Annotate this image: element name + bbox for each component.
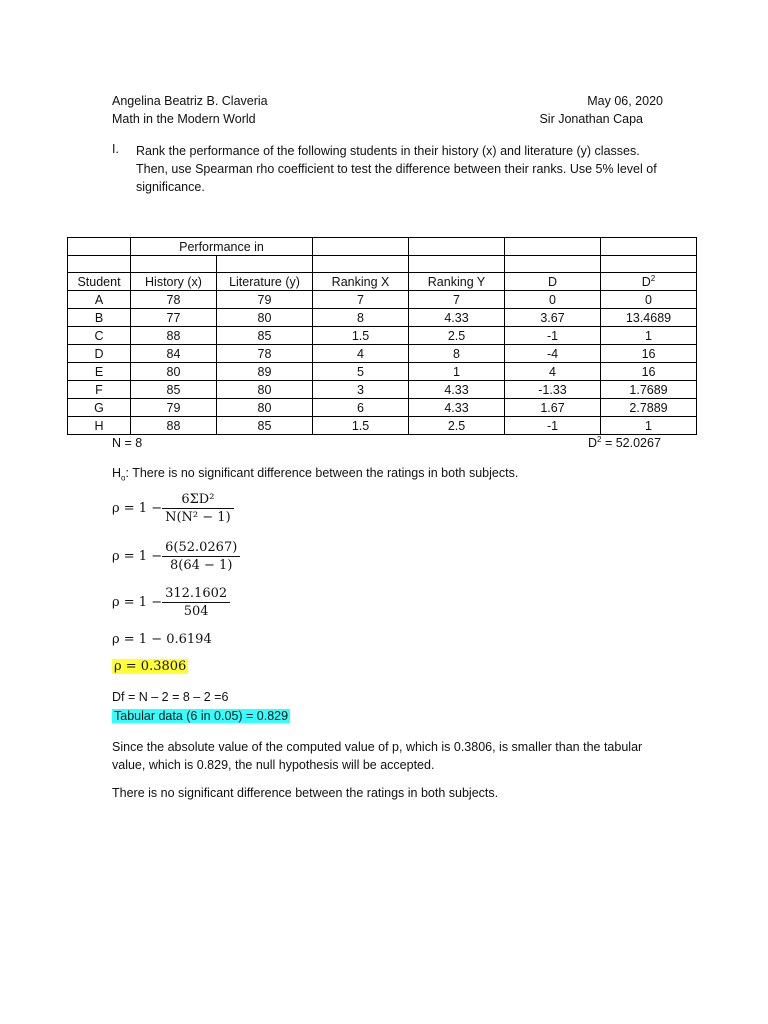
conclusion-paragraph <box>112 738 692 774</box>
column-header: Ranking Y <box>409 273 505 291</box>
teacher-name: Sir Jonathan Capa <box>539 112 643 126</box>
conclusion-line-1: Since the absolute value of the computed value of p, which is 0.3806, is smaller than the tabular <box>112 740 643 754</box>
table-cell: 6 <box>313 399 409 417</box>
table-cell: 1.67 <box>505 399 601 417</box>
table-cell: 85 <box>217 327 313 345</box>
null-hypothesis: $H_o$: There is no significant difference between the ratings in both subjects. <box>112 466 519 483</box>
column-header-d-squared: $D^2$ <box>601 273 697 291</box>
table-cell: 4.33 <box>409 309 505 327</box>
table-cell: G <box>68 399 131 417</box>
table-cell: 4 <box>313 345 409 363</box>
table-cell: 16 <box>601 363 697 381</box>
d-squared-sum: $D^2 = 52.0267$ <box>588 434 661 450</box>
table-cell: 79 <box>131 399 217 417</box>
table-cell: 1.5 <box>313 327 409 345</box>
fraction: $\frac{6(52.0267)}{8(64 - 1)}$ <box>162 540 240 573</box>
table-row <box>68 345 697 363</box>
table-cell: F <box>68 381 131 399</box>
table-cell: E <box>68 363 131 381</box>
group-header-performance: Performance in <box>131 238 313 256</box>
equation-formula: ρ = 1 − $\frac{\text{6ΣD²}}{\text{N(N² − 1)}}$ <box>112 492 234 525</box>
table-cell: -4 <box>505 345 601 363</box>
table-cell: 84 <box>131 345 217 363</box>
table-cell: -1 <box>505 327 601 345</box>
table-cell: 85 <box>131 381 217 399</box>
date: May 06, 2020 <box>587 94 663 108</box>
table-cell: 77 <box>131 309 217 327</box>
course-name: Math in the Modern World <box>112 112 256 126</box>
table-cell: 0 <box>601 291 697 309</box>
table-cell: 1.5 <box>313 417 409 435</box>
problem-text <box>136 142 696 196</box>
table-cell: D <box>68 345 131 363</box>
table-cell: 1 <box>601 327 697 345</box>
table-cell: B <box>68 309 131 327</box>
column-header: Literature (y) <box>217 273 313 291</box>
table-cell: 1 <box>601 417 697 435</box>
table-cell: 89 <box>217 363 313 381</box>
table-cell: 88 <box>131 327 217 345</box>
n-label: N = 8 <box>112 436 143 450</box>
table-cell: 7 <box>409 291 505 309</box>
equation-subtraction: ρ = 1 − 0.6194 <box>112 632 212 647</box>
table-cell: -1.33 <box>505 381 601 399</box>
table-cell: 8 <box>313 309 409 327</box>
table-row <box>68 399 697 417</box>
column-header: History (x) <box>131 273 217 291</box>
equation-substitution: ρ = 1 − $\frac{6(52.0267)}{8(64 - 1)}$ <box>112 540 240 573</box>
table-cell: 85 <box>217 417 313 435</box>
table-cell: 0 <box>505 291 601 309</box>
table-row <box>68 381 697 399</box>
table-cell: 80 <box>217 381 313 399</box>
table-body <box>68 291 697 435</box>
table-cell: A <box>68 291 131 309</box>
table-cell: 3.67 <box>505 309 601 327</box>
fraction: $\frac{312.1602}{504}$ <box>162 586 230 619</box>
tabular-value: Tabular data (6 in 0.05) = 0.829 <box>114 709 289 723</box>
table-cell: 78 <box>131 291 217 309</box>
table-row <box>68 363 697 381</box>
table-cell: 8 <box>409 345 505 363</box>
problem-line-2: Then, use Spearman rho coefficient to test the difference between their ranks. Use 5% level of <box>136 162 657 176</box>
table-cell: 88 <box>131 417 217 435</box>
conclusion-line-2: value, which is 0.829, the null hypothesis will be accepted. <box>112 758 435 772</box>
table-cell: 2.7889 <box>601 399 697 417</box>
fraction: $\frac{\text{6ΣD²}}{\text{N(N² − 1)}}$ <box>162 492 234 525</box>
table-cell: 7 <box>313 291 409 309</box>
table-cell: 1 <box>409 363 505 381</box>
equation-simplified: ρ = 1 − $\frac{312.1602}{504}$ <box>112 586 230 619</box>
problem-line-3: significance. <box>136 180 205 194</box>
table-cell: 2.5 <box>409 417 505 435</box>
table-cell: H <box>68 417 131 435</box>
table-cell: 79 <box>217 291 313 309</box>
table-header-row <box>68 273 697 291</box>
table-cell: 3 <box>313 381 409 399</box>
table-cell: 1.7689 <box>601 381 697 399</box>
table-cell: 2.5 <box>409 327 505 345</box>
table-cell: 16 <box>601 345 697 363</box>
rho-result: ρ = 0.3806 <box>114 659 187 674</box>
table-cell: 80 <box>217 309 313 327</box>
table-cell: -1 <box>505 417 601 435</box>
table-cell: 80 <box>131 363 217 381</box>
problem-number: I. <box>112 142 119 156</box>
final-statement: There is no significant difference between the ratings in both subjects. <box>112 786 499 800</box>
table-cell: 13.4689 <box>601 309 697 327</box>
table-cell: 4.33 <box>409 399 505 417</box>
table-row <box>68 291 697 309</box>
problem-line-1: Rank the performance of the following students in their history (x) and literature (y) classes. <box>136 144 640 158</box>
column-header: Student <box>68 273 131 291</box>
table-row <box>68 327 697 345</box>
student-name: Angelina Beatriz B. Claveria <box>112 94 268 108</box>
column-header: D <box>505 273 601 291</box>
table-cell: C <box>68 327 131 345</box>
table-cell: 4 <box>505 363 601 381</box>
column-header: Ranking X <box>313 273 409 291</box>
table-row <box>68 417 697 435</box>
table-group-header-row <box>68 238 697 256</box>
table-cell: 4.33 <box>409 381 505 399</box>
table-blank-row <box>68 256 697 273</box>
table-cell: 80 <box>217 399 313 417</box>
degrees-of-freedom: Df = N – 2 = 8 – 2 =6 <box>112 690 229 704</box>
table-row <box>68 309 697 327</box>
table-cell: 78 <box>217 345 313 363</box>
performance-table <box>67 237 697 435</box>
table-cell: 5 <box>313 363 409 381</box>
